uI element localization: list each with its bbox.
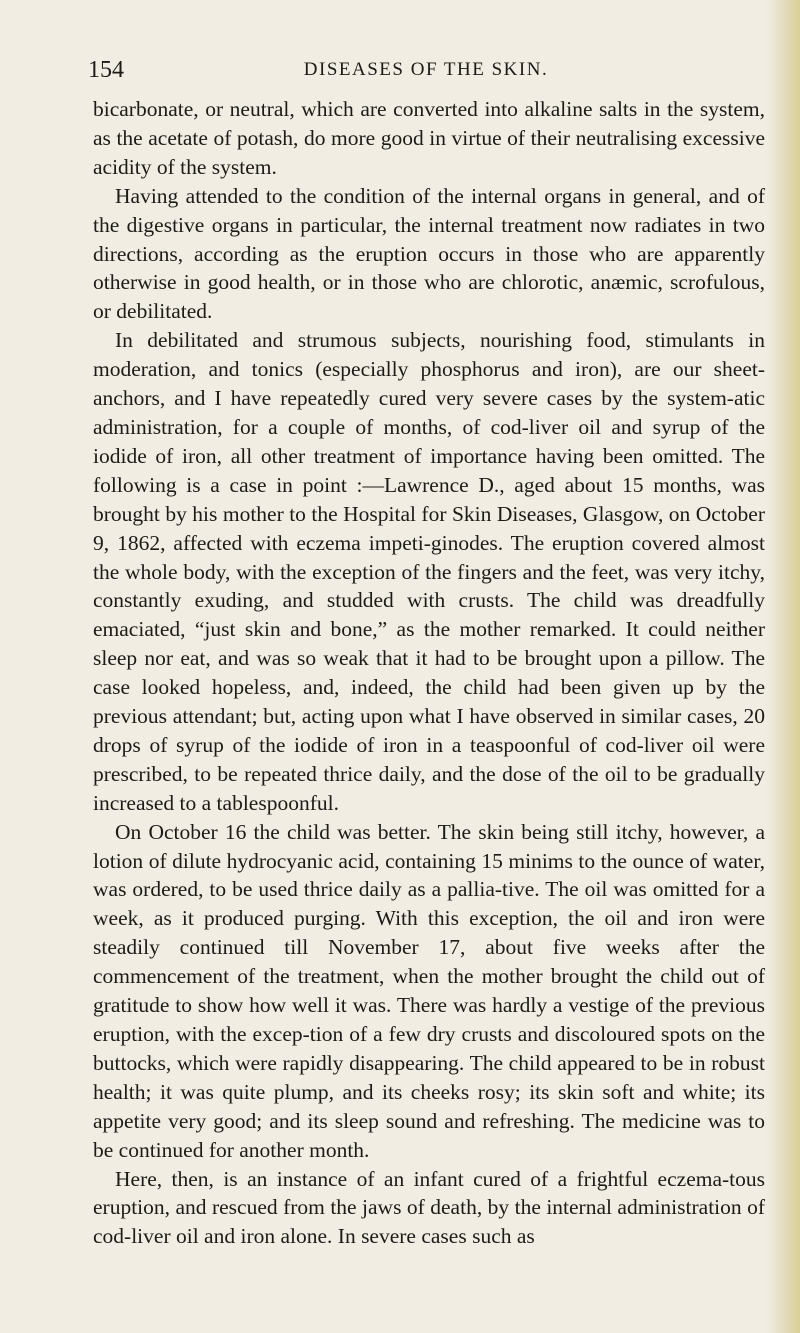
page-header [88,52,764,88]
running-title: DISEASES OF THE SKIN. [303,59,549,80]
paragraph: Here, then, is an instance of an infant cured of a frightful eczema-tous eruption, and rescued from the jaws of death, by the internal administration of cod-liver oil and iron alone. In severe cases such as [93,1166,765,1249]
paragraph-continuation: bicarbonate, or neutral, which are converted into alkaline salts in the system, as the acetate of potash, do more good in virtue of their neutralising excessive acidity of the system. [93,97,765,179]
page-edge-shadow [766,0,800,1333]
paragraph: In debilitated and strumous subjects, nourishing food, stimulants in moderation, and tonics (especially phosphorus and iron), are our sheet-anchors, and I have repeatedly cured very severe cases by the system-atic administration, for a couple of months, of cod-liver oil and syrup of the iodide of iron, all other treatment of importance having been omitted. The following is a case in point :—Lawrence D., aged about 15 months, was brought by his mother to the Hospital for Skin Diseases, Glasgow, on October 9, 1862, affected with eczema impeti-ginodes. The eruption covered almost the whole body, with the exception of the fingers and the feet, was very itchy, constantly exuding, and studded with crusts. The child was dreadfully emaciated, “just skin and bone,” as the mother remarked. It could neither sleep nor eat, and was so weak that it had to be brought upon a pillow. The case looked hopeless, and, indeed, the child had been given up by the previous attendant; but, acting upon what I have observed in similar cases, 20 drops of syrup of the iodide of iron in a teaspoonful of cod-liver oil were prescribed, to be repeated thrice daily, and the dose of the oil to be gradually increased to a tablespoonful. [93,328,765,815]
page-number: 154 [88,57,124,83]
paragraph: Having attended to the condition of the internal organs in general, and of the digestive organs in particular, the internal treatment now radiates in two directions, according as the eruption occurs in those who are apparently otherwise in good health, or in those who are chlorotic, anæmic, scrofulous, or debilitated. [93,183,765,324]
paragraph: On October 16 the child was better. The skin being still itchy, however, a lotion of dilute hydrocyanic acid, containing 15 minims to the ounce of water, was ordered, to be used thrice daily as a pallia-tive. The oil was omitted for a week, as it produced purging. With this exception, the oil and iron were steadily continued till November 17, about five weeks after the commencement of the treatment, when the mother brought the child out of gratitude to show how well it was. There was hardly a vestige of the previous eruption, with the excep-tion of a few dry crusts and discoloured spots on the buttocks, which were rapidly disappearing. The child appeared to be in robust health; it was quite plump, and its cheeks rosy; its skin soft and white; its appetite very good; and its sleep sound and refreshing. The medicine was to be continued for another month. [93,819,765,1162]
body-text [93,95,765,1251]
